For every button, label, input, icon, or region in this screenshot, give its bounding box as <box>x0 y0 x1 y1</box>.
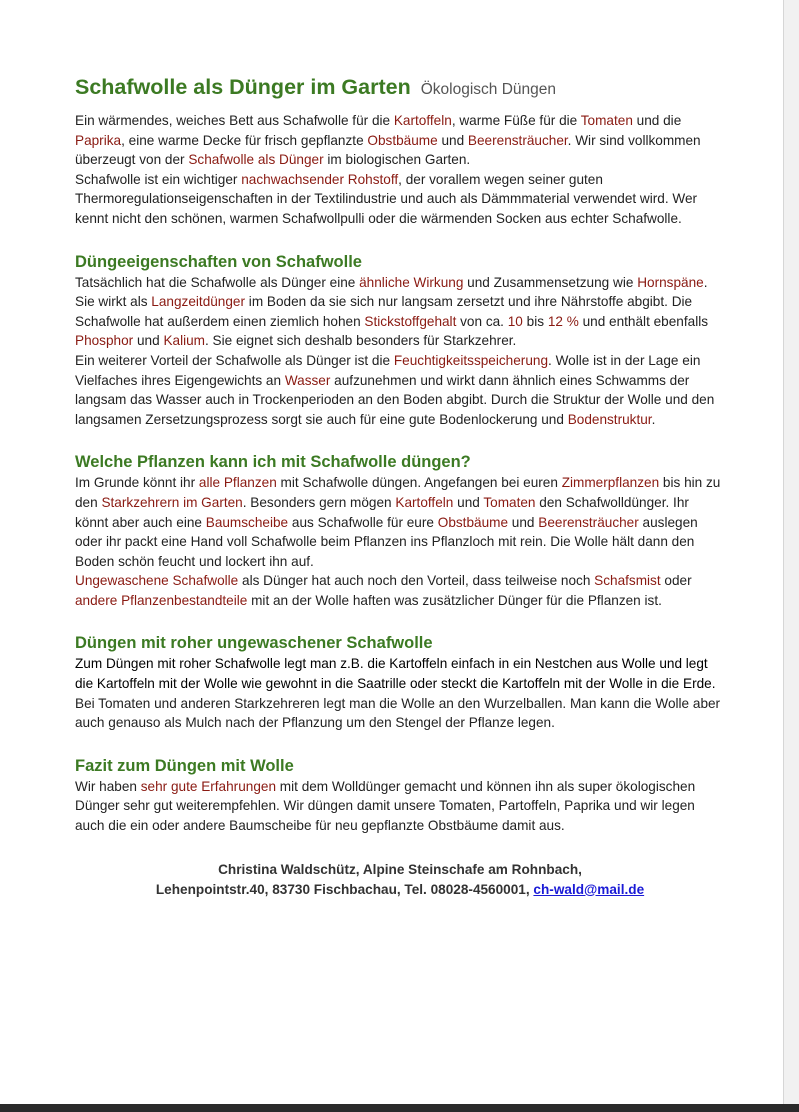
highlighted-term: Hornspäne <box>637 274 704 290</box>
highlighted-term: Obstbäume <box>367 132 438 148</box>
highlighted-term: sehr gute Erfahrungen <box>140 778 277 794</box>
vertical-scrollbar[interactable] <box>783 0 799 1104</box>
highlighted-term: Kartoffeln <box>393 113 452 128</box>
highlighted-term: Phosphor <box>75 333 134 349</box>
section-heading-plants: Welche Pflanzen kann ich mit Schafwolle düngen? <box>75 453 471 472</box>
highlighted-term: Kartoffeln <box>395 494 454 510</box>
highlighted-term: Feuchtigkeitsspeicherung <box>393 352 549 368</box>
highlighted-term: Obstbäume <box>437 514 509 530</box>
highlighted-term: Langzeitdünger <box>151 294 246 310</box>
highlighted-term: Beerensträucher <box>538 514 639 530</box>
highlighted-term: 10 <box>507 313 523 329</box>
highlighted-term: Tomaten <box>580 113 633 128</box>
plants-paragraph-1: Im Grunde könnt ihr alle Pflanzen mit Schafwolle düngen. Angefangen bei euren Zimmerpflanzen bis hin zu den Starkzehrern im Garten. Besonders gern mögen Kartoffeln und Tomaten den Schafwolldünger. Ihr könnt aber auch eine Baumscheibe aus Schafwolle für eure Obstbäume und Beerensträucher auslegen oder ihr packt eine Hand voll Schafwolle beim Pflanzen ins Pflanzloch mit rein. Die Wolle hält dann den Boden schön feucht und lockert ihn auf. <box>75 475 721 569</box>
email-link[interactable]: ch-wald@mail.de <box>533 881 645 897</box>
section-heading-raw-wool: Düngen mit roher ungewaschener Schafwolle <box>75 634 433 653</box>
footer-line-1: Christina Waldschütz, Alpine Steinschafe am Rohnbach, <box>218 861 582 877</box>
highlighted-term: Baumscheibe <box>205 514 289 530</box>
highlighted-term: Bodenstruktur <box>567 411 652 427</box>
section-heading-conclusion: Fazit zum Düngen mit Wolle <box>75 756 294 775</box>
document-content <box>75 72 725 900</box>
properties-paragraph-2: Ein weiterer Vorteil der Schafwolle als Dünger ist die Feuchtigkeitsspeicherung. Wolle ist in der Lage ein Vielfaches ihres Eigengewichts an Wasser aufzunehmen und wirkt dann ähnlich eines Schwamms der langsam das Wasser auch in Trockenperioden an den Boden abgibt. Durch die Struktur der Wolle und den langsamen Zersetzungsprozess sorgt sie auch für eine gute Bodenlockerung und Bodenstruktur. <box>75 352 715 427</box>
highlighted-term: andere Pflanzenbestandteile <box>75 592 248 608</box>
highlighted-term: Tomaten <box>483 494 536 510</box>
intro-paragraph-1: Ein wärmendes, weiches Bett aus Schafwolle für die Kartoffeln, warme Füße für die Tomaten und die Paprika, eine warme Decke für frisch gepflanzte Obstbäume und Beerensträucher. Wir sind vollkommen überzeugt von der Schafwolle als Dünger im biologischen Garten. <box>75 113 701 168</box>
highlighted-term: Beerensträucher <box>467 132 568 148</box>
highlighted-term: Kalium <box>163 333 205 349</box>
properties-paragraph-1: Tatsächlich hat die Schafwolle als Dünger eine ähnliche Wirkung und Zusammensetzung wie Hornspäne. Sie wirkt als Langzeitdünger im Boden da sie sich nur langsam zersetzt und ihre Nährstoffe abgibt. Die Schafwolle hat außerdem einen ziemlich hohen Stickstoffgehalt von ca. 10 bis 12 % und enthält ebenfalls Phosphor und Kalium. Sie eignet sich deshalb besonders für Starkzehrer. <box>75 274 709 349</box>
highlighted-term: Stickstoffgehalt <box>364 313 457 329</box>
section-heading-properties: Düngeeigenschaften von Schafwolle <box>75 252 362 271</box>
plants-paragraph-2: Ungewaschene Schafwolle als Dünger hat auch noch den Vorteil, dass teilweise noch Schafsmist oder andere Pflanzenbestandteile mit an der Wolle haften was zusätzlicher Dünger für die Pflanzen ist. <box>75 573 692 608</box>
highlighted-term: Zimmerpflanzen <box>561 475 660 491</box>
highlighted-term: Schafwolle als Dünger <box>188 152 324 168</box>
title-subtitle: Ökologisch Düngen <box>420 81 556 98</box>
highlighted-term: Schafsmist <box>594 573 661 589</box>
raw-wool-paragraph-1: Zum Düngen mit roher Schafwolle legt man z.B. die Kartoffeln einfach in ein Nestchen aus Wolle und legt die Kartoffeln mit der Wolle wie gewohnt in die Saatrille oder steckt die Kartoffeln mit der Wolle in die Erde. <box>75 656 716 692</box>
window-bottom-edge <box>0 1104 799 1112</box>
highlighted-term: nachwachsender Rohstoff <box>241 171 399 187</box>
highlighted-term: 12 % <box>547 313 579 329</box>
page-title <box>75 72 725 105</box>
raw-wool-paragraph-2: Bei Tomaten und anderen Starkzehreren legt man die Wolle an den Wurzelballen. Man kann die Wolle aber auch genauso als Mulch nach der Pflanzung um den Stengel der Pflanze legen. <box>75 695 721 731</box>
highlighted-term: Starkzehrern im Garten <box>101 494 243 510</box>
contact-footer <box>75 860 725 900</box>
highlighted-term: ähnliche Wirkung <box>359 274 464 290</box>
highlighted-term: Wasser <box>284 372 331 388</box>
footer-line-2 <box>75 880 725 900</box>
title-text: Schafwolle als Dünger im Garten <box>75 75 411 99</box>
conclusion-paragraph: Wir haben sehr gute Erfahrungen mit dem Wolldünger gemacht und können ihn als super ökologischen Dünger sehr gut weiterempfehlen. Wir düngen damit unsere Tomaten, Partoffeln, Paprika und wir legen auch die ein oder andere Baumscheibe für neu gepflanzte Obstbäume damit aus. <box>75 778 696 834</box>
highlighted-term: alle Pflanzen <box>198 475 277 491</box>
intro-paragraph-2: Schafwolle ist ein wichtiger nachwachsender Rohstoff, der vorallem wegen seiner guten Thermoregulationseigenschaften in der Textilindustrie und auch als Dämmmaterial verwendet wird. Wer kennt nicht den schönen, warmen Schafwollpulli oder die wärmenden Socken aus echter Schafwolle. <box>75 171 698 226</box>
highlighted-term: Paprika <box>75 132 122 148</box>
highlighted-term: Ungewaschene Schafwolle <box>75 573 239 589</box>
footer-address: Lehenpointstr.40, 83730 Fischbachau, Tel. 08028-4560001, <box>155 881 534 897</box>
